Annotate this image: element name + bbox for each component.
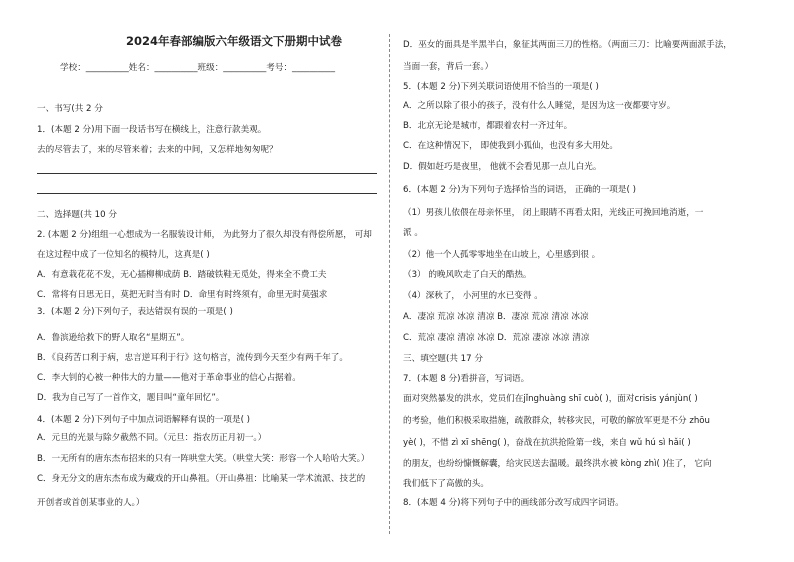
question-7-line-1: 面对突然暴发的洪水，党员们在jǐnghuàng shī cuò( )，面对crisis yánjùn( ) xyxy=(403,394,698,404)
question-4-option-c-cont: 开创者或首创某事业的人。） xyxy=(37,498,145,508)
question-6-item-2: （2）他一个人孤零零地坐在山坡上，心里感到很 。 xyxy=(403,250,601,260)
question-3-option-b: B．《良药苦口利于病，忠言逆耳利于行》这句格言，流传到今天至少有两千年了。 xyxy=(37,353,348,363)
question-4-option-a: A．元旦的光景与除夕截然不同。（元旦：指农历正月初一。） xyxy=(37,433,267,443)
writing-line-2[interactable] xyxy=(37,193,377,194)
question-8: 8．(本题 4 分)将下列句子中的画线部分改写成四字词语。 xyxy=(403,498,624,508)
question-6-item-1: （1）男孩儿依偎在母亲怀里， 闭上眼睛不再看太阳，光线正可挽回地消逝，一 xyxy=(403,208,704,218)
question-5-option-c: C．在这种情况下， 即使我到小狐仙，也没有多大用处。 xyxy=(403,141,618,151)
question-6: 6．(本题 2 分)为下列句子选择恰当的词语， 正确的一项是( ) xyxy=(403,185,636,195)
question-3-option-a: A．鲁滨逊给救下的野人取名“星期五”。 xyxy=(37,333,190,343)
question-6-item-4: （4）深秋了， 小河里的水已变得 。 xyxy=(403,291,543,301)
section-fill-heading: 三、填空题(共 17 分 xyxy=(403,354,483,364)
writing-line-1[interactable] xyxy=(37,173,377,174)
question-5-option-b: B．北京无论是城市，都跟着农村一齐过年。 xyxy=(403,121,573,131)
question-7-line-3: yè( )，不惜 zì xī shēng( )，奋战在抗洪抢险第一线，来自 wǔ hú sì hǎi( ) xyxy=(403,438,691,448)
question-4-option-b: B．一无所有的唐东杰布招来的只有一阵哄堂大笑。（哄堂大笑：形容一个人哈哈大笑。） xyxy=(37,454,370,464)
question-7-line-2: 的考验，他们积极采取措施，疏散群众，转移灾民，可敬的解放军更是不分 zhōu xyxy=(403,416,710,426)
question-2-cont: 在这过程中成了一位知名的模特儿，这真是( ) xyxy=(37,250,210,260)
student-info-line: 学校：__________姓名：__________班级：__________考号：__________ xyxy=(60,63,336,73)
question-2-options-ab: A．有意栽花花不发，无心插柳柳成荫 B．踏破铁鞋无觅处，得来全不费工夫 xyxy=(37,270,327,280)
section-choice-heading: 二、选择题(共 10 分 xyxy=(37,210,117,220)
column-divider xyxy=(389,34,390,534)
question-4-option-c: C．身无分文的唐东杰布成为藏戏的开山鼻祖。（开山鼻祖：比喻某一学术流派、技艺的 xyxy=(37,474,366,484)
question-6-options-cd: C．荒凉 凄凉 清凉 冰凉 D．荒凉 凄凉 冰凉 清凉 xyxy=(403,333,590,343)
section-writing-heading: 一、书写(共 2 分 xyxy=(37,104,103,114)
question-2-options-cd: C．常将有日思无日，莫把无时当有时 D．命里有时终须有，命里无时莫强求 xyxy=(37,290,328,300)
left-column xyxy=(30,0,380,562)
question-6-item-1-cont: 派 。 xyxy=(403,228,423,238)
question-2: 2. (本题 2 分)组组一心想成为一名服装设计师， 为此努力了很久却没有得偿所愿， 可却 xyxy=(37,230,372,240)
question-6-options-ab: A．凄凉 荒凉 冰凉 清凉 B．凄凉 荒凉 清凉 冰凉 xyxy=(403,312,589,322)
question-5: 5．(本题 2 分)下列关联词语使用不恰当的一项是( ) xyxy=(403,82,599,92)
question-4-option-d: D．巫女的面具是半黑半白，象征其两面三刀的性格。（两面三刀：比喻要两面派手法， xyxy=(403,40,732,50)
question-3-option-d: D．我为自己写了一首作文，题目叫“童年回忆”。 xyxy=(37,393,225,403)
exam-title: 2024年春部编版六年级语文下册期中试卷 xyxy=(126,34,343,48)
question-7-line-4: 的朋友，也纷纷慷慨解囊，给灾民送去温暖。最终洪水被 kòng zhì( )住了， 它向 xyxy=(403,459,712,469)
right-column xyxy=(398,0,770,562)
question-7-line-5: 我们低下了高傲的头。 xyxy=(403,479,489,489)
question-5-option-a: A．之所以除了很小的孩子，没有什么人睡觉，是因为这一夜都要守岁。 xyxy=(403,101,676,111)
question-1: 1．(本题 2 分)用下面一段话书写在横线上，注意行款美观。 xyxy=(37,125,267,135)
question-4-option-d-cont: 当面一套，背后一套。） xyxy=(403,62,494,72)
question-5-option-d: D．假如赶巧是夜里， 他就不会看见那一点儿白光。 xyxy=(403,162,602,172)
question-3-option-c: C．李大钊的心被一种伟大的力量——他对于革命事业的信心占据着。 xyxy=(37,373,301,383)
question-3: 3．(本题 2 分)下列句子，表达错误有误的一项是( ) xyxy=(37,307,233,317)
question-7: 7．(本题 8 分)看拼音，写词语。 xyxy=(403,374,530,384)
question-4: 4．(本题 2 分)下列句子中加点词语解释有误的一项是( ) xyxy=(37,415,251,425)
question-1-text: 去的尽管去了，来的尽管来着；去来的中间，又怎样地匆匆呢？ xyxy=(37,145,278,155)
question-6-item-3: （3） 的晚风吹走了白天的酷热。 xyxy=(403,270,532,280)
